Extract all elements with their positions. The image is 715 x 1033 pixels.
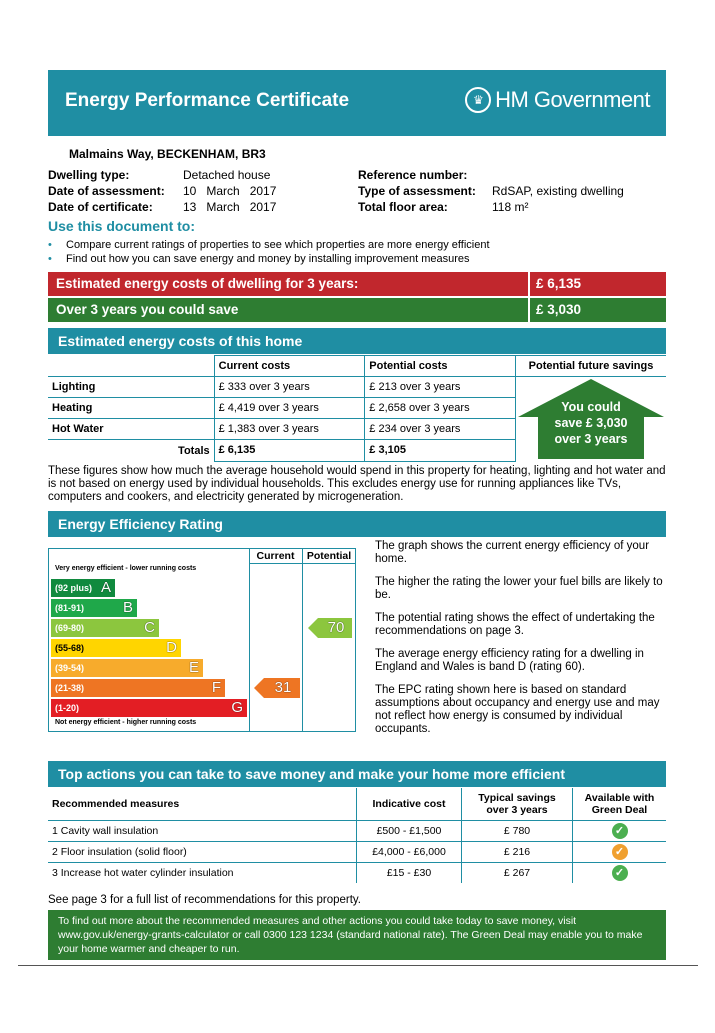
list-item: • Find out how you can save energy and money by installing improvement measures [48, 253, 470, 265]
savings-label: Over 3 years you could save [48, 298, 528, 322]
list-item: • Compare current ratings of properties to see which properties are more energy efficient [48, 239, 490, 251]
potential-cost: £ 2,658 over 3 years [365, 398, 516, 419]
measure-name: 3 Increase hot water cylinder insulation [48, 862, 357, 883]
table-row [48, 862, 666, 883]
rating-chart [48, 548, 356, 732]
detail-label: Type of assessment: [358, 184, 476, 198]
band-range: (92 plus) [55, 583, 93, 593]
detail-label: Total floor area: [358, 200, 448, 214]
detail-value: 10 March 2017 [183, 184, 277, 198]
row-label: Lighting [48, 377, 214, 398]
rating-band-e [51, 659, 203, 677]
hm-government-logo [465, 87, 650, 113]
potential-column-header: Potential [306, 550, 352, 562]
crest-icon: ♛ [465, 87, 491, 113]
check-icon: ✓ [612, 865, 628, 881]
green-deal-cell [573, 862, 667, 883]
typical-saving: £ 780 [462, 820, 573, 841]
table-header-row [48, 788, 666, 820]
property-details-left [48, 167, 276, 215]
detail-value: Detached house [183, 168, 271, 182]
column-header: Potential costs [365, 356, 516, 377]
band-range: (69-80) [55, 623, 85, 633]
marker-value: 31 [274, 679, 292, 696]
band-range: (55-68) [55, 643, 85, 653]
assessment-type-row [358, 183, 624, 199]
current-column-header: Current [256, 550, 295, 562]
estimated-cost-label: Estimated energy costs of dwelling for 3 years: [48, 272, 528, 296]
empty-cell [48, 356, 214, 377]
savings-arrow-cell [516, 377, 667, 462]
detail-value: 118 m² [492, 200, 529, 214]
table-row [48, 820, 666, 841]
description-paragraph: The EPC rating shown here is based on standard assumptions about occupancy and energy use and may not reflect how energy is consumed by individual occupants. [375, 684, 660, 735]
band-letter: C [144, 619, 155, 636]
column-header: Typical savings over 3 years [462, 788, 573, 820]
band-letter: G [231, 699, 243, 716]
column-header: Available with Green Deal [573, 788, 667, 820]
potential-cost: £ 234 over 3 years [365, 419, 516, 440]
costs-section-title: Estimated energy costs of this home [48, 328, 666, 354]
measure-name: 2 Floor insulation (solid floor) [48, 841, 357, 862]
certificate-date-row [48, 199, 276, 215]
detail-value: 13 March 2017 [183, 200, 277, 214]
savings-arrow-text [516, 399, 666, 447]
marker-value: 70 [327, 619, 345, 636]
rating-band-a [51, 579, 115, 597]
page-divider [18, 965, 698, 966]
indicative-cost: £4,000 - £6,000 [357, 841, 462, 862]
hm-government-text: HM Government [495, 87, 650, 112]
measure-name: 1 Cavity wall insulation [48, 820, 357, 841]
divider [249, 563, 355, 564]
top-note: Very energy efficient - lower running costs [55, 565, 197, 572]
see-page-note: See page 3 for a full list of recommendations for this property. [48, 894, 361, 906]
rating-band-c [51, 619, 159, 637]
typical-saving: £ 267 [462, 862, 573, 883]
footer-info: To find out more about the recommended measures and other actions you could take today to save money, visit www.gov.uk/energy-grants-calculator or call 0300 123 1234 (standard national rate). The Green Deal may enable you to make your home warmer and cheaper to run. [48, 910, 666, 960]
rating-band-f [51, 679, 225, 697]
reference-row [358, 167, 624, 183]
indicative-cost: £500 - £1,500 [357, 820, 462, 841]
band-letter: B [122, 599, 133, 616]
detail-label: Reference number: [358, 168, 468, 182]
detail-label: Date of assessment: [48, 184, 165, 198]
estimated-cost-value: £ 6,135 [530, 272, 666, 296]
property-address: Malmains Way, BECKENHAM, BR3 [69, 147, 266, 161]
row-label: Hot Water [48, 419, 214, 440]
table-row [48, 377, 666, 398]
use-document-list [48, 238, 490, 266]
rating-band-g [51, 699, 247, 717]
check-icon: ✓ [612, 823, 628, 839]
description-paragraph: The average energy efficiency rating for a dwelling in England and Wales is band D (rating 60). [375, 648, 644, 673]
current-cost: £ 333 over 3 years [214, 377, 365, 398]
description-paragraph: The higher the rating the lower your fuel bills are likely to be. [375, 576, 663, 601]
measures-table [48, 788, 666, 883]
rating-band-d [51, 639, 181, 657]
totals-current: £ 6,135 [214, 440, 365, 461]
band-letter: A [100, 579, 111, 596]
column-header: Indicative cost [357, 788, 462, 820]
rating-section-title: Energy Efficiency Rating [48, 511, 666, 537]
column-header: Potential future savings [516, 356, 667, 377]
table-header-row [48, 356, 666, 377]
table-row [48, 841, 666, 862]
band-range: (81-91) [55, 603, 85, 613]
arrow-line: You could [561, 400, 621, 414]
detail-label: Dwelling type: [48, 168, 130, 182]
rating-band-b [51, 599, 137, 617]
rating-bands [51, 579, 247, 719]
savings-value: £ 3,030 [530, 298, 666, 322]
assessment-date-row [48, 183, 276, 199]
band-range: (21-38) [55, 683, 85, 693]
divider [302, 549, 303, 731]
description-paragraph: The potential rating shows the effect of undertaking the recommendations on page 3. [375, 612, 655, 637]
indicative-cost: £15 - £30 [357, 862, 462, 883]
green-deal-cell [573, 820, 667, 841]
description-paragraph: The graph shows the current energy efficiency of your home. [375, 540, 650, 565]
current-cost: £ 1,383 over 3 years [214, 419, 365, 440]
property-details-right [358, 167, 624, 215]
bullet-text: Compare current ratings of properties to see which properties are more energy efficient [66, 239, 490, 251]
arrow-line: over 3 years [554, 432, 628, 446]
totals-label: Totals [48, 440, 214, 461]
potential-rating-marker [308, 618, 352, 638]
use-document-title: Use this document to: [48, 218, 196, 234]
column-header: Current costs [214, 356, 365, 377]
costs-table [48, 355, 666, 462]
bottom-note: Not energy efficient - higher running costs [55, 719, 197, 726]
column-header: Recommended measures [48, 788, 357, 820]
totals-potential: £ 3,105 [365, 440, 516, 461]
band-range: (39-54) [55, 663, 85, 673]
costs-note: These figures show how much the average household would spend in this property for heating, lighting and hot water and is not based on energy used by individual households. This excludes energy use for running appliances like TVs, computers and cookers, and electricity generated by microgeneration. [48, 465, 666, 503]
check-icon: ✓ [612, 844, 628, 860]
divider [249, 549, 250, 731]
certificate-header [48, 70, 666, 136]
current-cost: £ 4,419 over 3 years [214, 398, 365, 419]
potential-cost: £ 213 over 3 years [365, 377, 516, 398]
row-label: Heating [48, 398, 214, 419]
actions-section-title: Top actions you can take to save money and make your home more efficient [48, 761, 666, 787]
detail-label: Date of certificate: [48, 200, 153, 214]
typical-saving: £ 216 [462, 841, 573, 862]
band-range: (1-20) [55, 703, 80, 713]
green-deal-cell [573, 841, 667, 862]
floor-area-row [358, 199, 624, 215]
band-letter: D [166, 639, 177, 656]
band-letter: E [188, 659, 199, 676]
detail-value: RdSAP, existing dwelling [492, 184, 624, 198]
dwelling-type-row [48, 167, 276, 183]
arrow-line: save £ 3,030 [554, 416, 628, 430]
certificate-title: Energy Performance Certificate [65, 90, 350, 111]
band-letter: F [211, 679, 221, 696]
rating-description [375, 540, 665, 746]
current-rating-marker [254, 678, 300, 698]
bullet-text: Find out how you can save energy and money by installing improvement measures [66, 253, 470, 265]
